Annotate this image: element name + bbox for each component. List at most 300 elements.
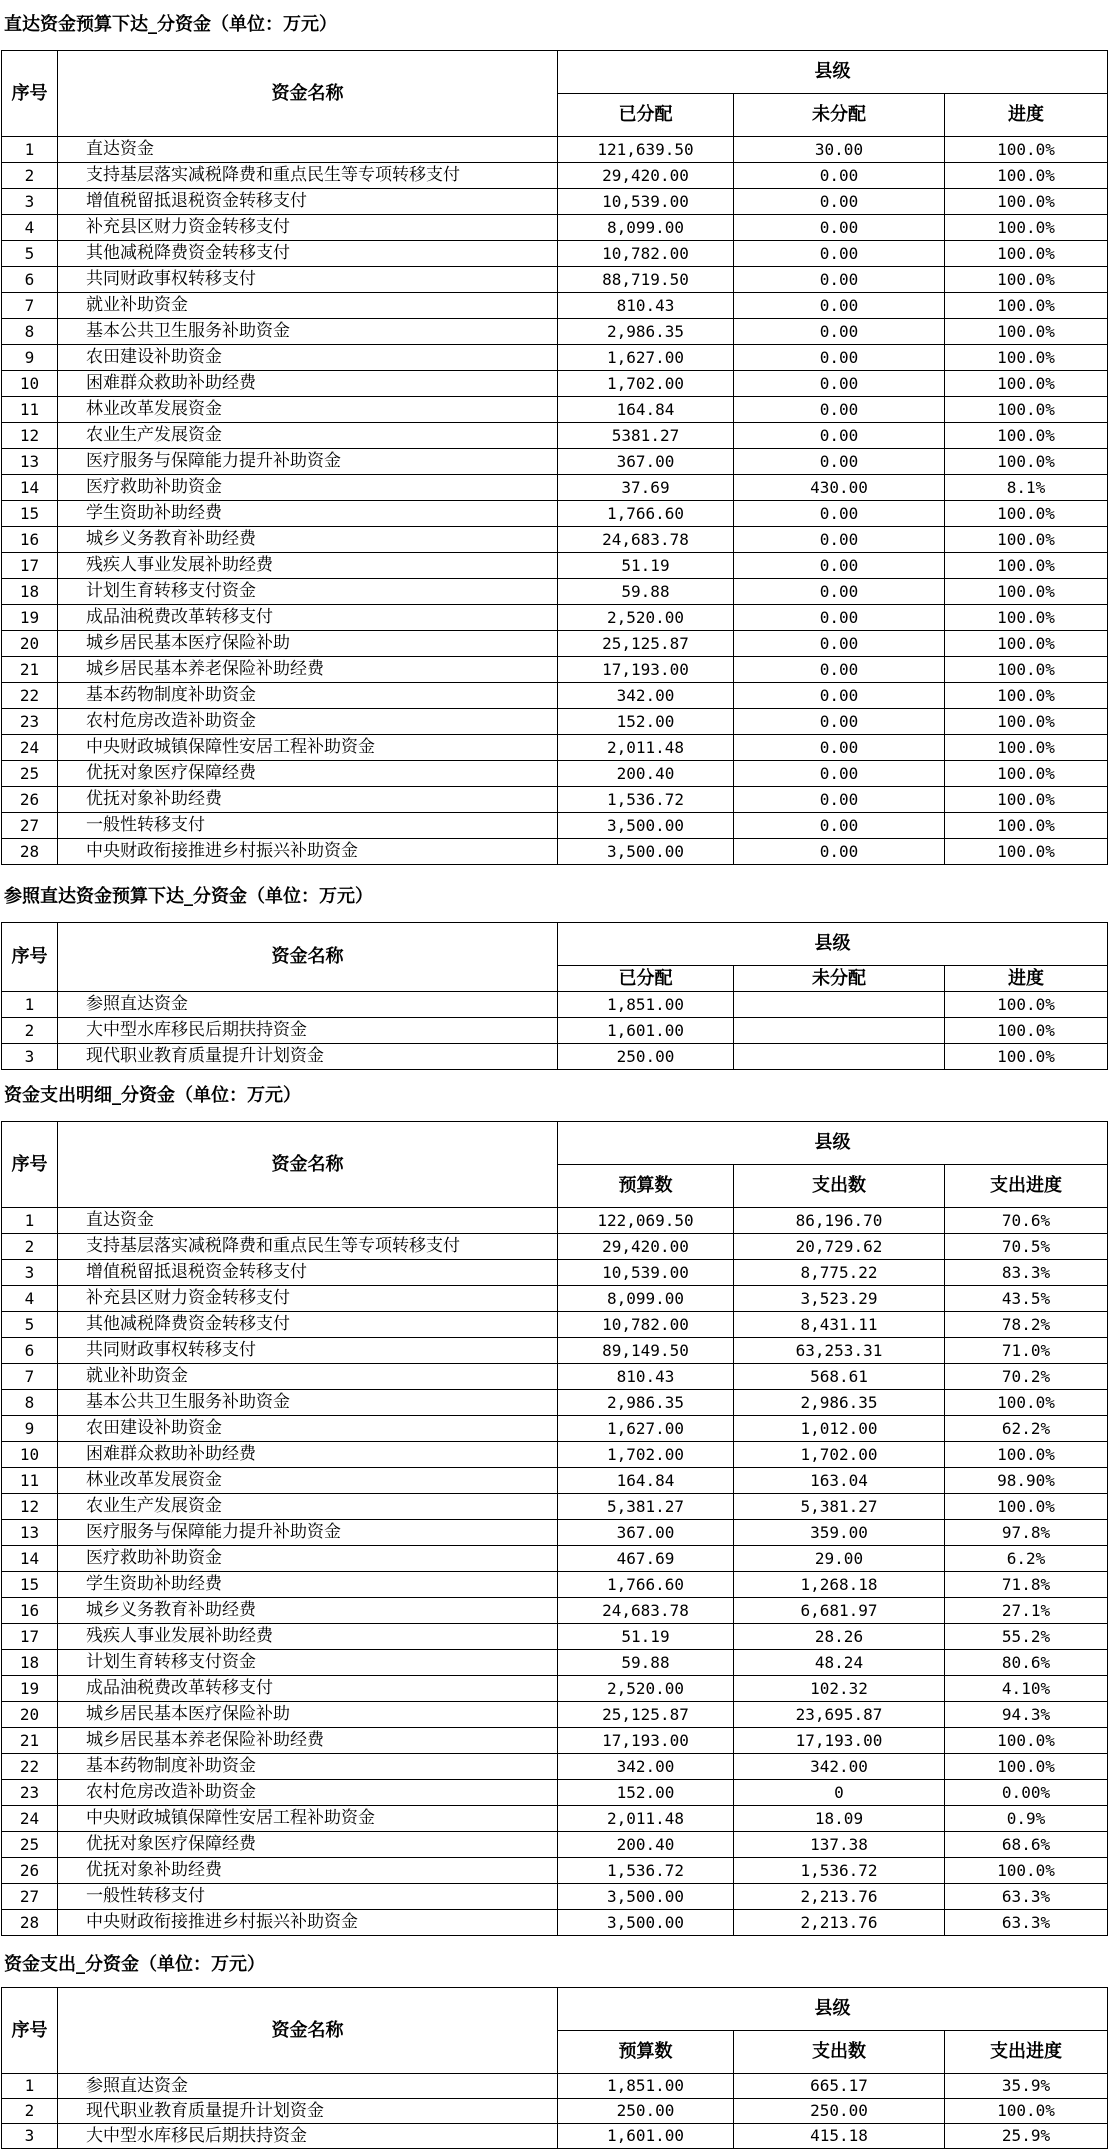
row-col-2: 0.00 <box>734 735 945 761</box>
row-col-1: 200.40 <box>558 761 734 787</box>
row-col-1: 10,539.00 <box>558 189 734 215</box>
row-col-1: 24,683.78 <box>558 1598 734 1624</box>
table-row <box>2 2074 1108 2099</box>
row-fund-name: 农业生产发展资金 <box>58 1494 558 1520</box>
table-row <box>2 839 1108 865</box>
row-col-1: 1,627.00 <box>558 1416 734 1442</box>
table-row <box>2 1312 1108 1338</box>
row-col-2: 0.00 <box>734 163 945 189</box>
row-col-1: 1,601.00 <box>558 2124 734 2149</box>
table-row <box>2 992 1108 1018</box>
row-seq: 19 <box>2 1676 58 1702</box>
header-seq: 序号 <box>2 51 58 137</box>
table-row <box>2 1650 1108 1676</box>
table-row <box>2 2124 1108 2149</box>
table-row <box>2 2099 1108 2124</box>
row-seq: 1 <box>2 992 58 1018</box>
row-col-1: 367.00 <box>558 449 734 475</box>
row-fund-name: 基本药物制度补助资金 <box>58 683 558 709</box>
row-seq: 17 <box>2 553 58 579</box>
table-row <box>2 423 1108 449</box>
row-seq: 13 <box>2 449 58 475</box>
table-row <box>2 449 1108 475</box>
row-seq: 5 <box>2 241 58 267</box>
row-seq: 27 <box>2 1884 58 1910</box>
row-col-3: 100.0% <box>945 267 1108 293</box>
header-county-level: 县级 <box>558 51 1108 94</box>
row-col-3: 55.2% <box>945 1624 1108 1650</box>
row-col-2: 8,431.11 <box>734 1312 945 1338</box>
row-fund-name: 现代职业教育质量提升计划资金 <box>58 2099 558 2124</box>
row-col-1: 3,500.00 <box>558 839 734 865</box>
row-seq: 3 <box>2 1260 58 1286</box>
row-col-1: 51.19 <box>558 553 734 579</box>
row-col-2: 665.17 <box>734 2074 945 2099</box>
row-col-1: 10,782.00 <box>558 241 734 267</box>
row-col-3: 100.0% <box>945 2099 1108 2124</box>
row-col-3: 100.0% <box>945 189 1108 215</box>
table-reference-funds-budget <box>1 922 1108 1070</box>
row-col-1: 5381.27 <box>558 423 734 449</box>
row-fund-name: 增值税留抵退税资金转移支付 <box>58 1260 558 1286</box>
table-row <box>2 1598 1108 1624</box>
header-col-1: 预算数 <box>558 1165 734 1208</box>
row-col-2: 2,213.76 <box>734 1910 945 1936</box>
row-fund-name: 困难群众救助补助经费 <box>58 1442 558 1468</box>
row-col-3: 100.0% <box>945 631 1108 657</box>
row-col-2: 8,775.22 <box>734 1260 945 1286</box>
row-col-2: 5,381.27 <box>734 1494 945 1520</box>
table-row <box>2 1520 1108 1546</box>
row-col-1: 342.00 <box>558 1754 734 1780</box>
row-seq: 6 <box>2 267 58 293</box>
row-seq: 26 <box>2 1858 58 1884</box>
row-fund-name: 城乡居民基本医疗保险补助 <box>58 1702 558 1728</box>
row-col-1: 1,851.00 <box>558 992 734 1018</box>
row-fund-name: 计划生育转移支付资金 <box>58 579 558 605</box>
row-col-2: 17,193.00 <box>734 1728 945 1754</box>
row-col-2: 2,213.76 <box>734 1884 945 1910</box>
row-col-1: 1,536.72 <box>558 787 734 813</box>
row-col-3: 100.0% <box>945 553 1108 579</box>
row-col-1: 24,683.78 <box>558 527 734 553</box>
header-seq: 序号 <box>2 1988 58 2074</box>
table-row <box>2 1806 1108 1832</box>
row-fund-name: 参照直达资金 <box>58 2074 558 2099</box>
row-col-3: 94.3% <box>945 1702 1108 1728</box>
table-row <box>2 1546 1108 1572</box>
row-col-3: 100.0% <box>945 137 1108 163</box>
row-seq: 17 <box>2 1624 58 1650</box>
row-fund-name: 林业改革发展资金 <box>58 1468 558 1494</box>
table-row <box>2 1910 1108 1936</box>
row-col-2: 0.00 <box>734 501 945 527</box>
row-col-3: 63.3% <box>945 1884 1108 1910</box>
table-row <box>2 163 1108 189</box>
table-fund-expenditure-detail <box>1 1121 1108 1936</box>
row-seq: 1 <box>2 137 58 163</box>
header-county-level: 县级 <box>558 1122 1108 1165</box>
row-col-3: 63.3% <box>945 1910 1108 1936</box>
row-col-1: 25,125.87 <box>558 1702 734 1728</box>
row-col-1: 250.00 <box>558 1044 734 1070</box>
table-row <box>2 1442 1108 1468</box>
row-seq: 2 <box>2 2099 58 2124</box>
row-col-1: 1,702.00 <box>558 371 734 397</box>
table-row <box>2 1728 1108 1754</box>
row-seq: 22 <box>2 683 58 709</box>
row-col-2: 0.00 <box>734 709 945 735</box>
row-seq: 23 <box>2 1780 58 1806</box>
row-col-3: 100.0% <box>945 397 1108 423</box>
header-col-3: 支出进度 <box>945 1165 1108 1208</box>
row-col-1: 2,520.00 <box>558 605 734 631</box>
row-col-3: 100.0% <box>945 1018 1108 1044</box>
row-col-2: 102.32 <box>734 1676 945 1702</box>
row-fund-name: 基本公共卫生服务补助资金 <box>58 319 558 345</box>
row-seq: 8 <box>2 319 58 345</box>
row-col-3: 100.0% <box>945 1044 1108 1070</box>
row-seq: 3 <box>2 2124 58 2149</box>
row-fund-name: 医疗服务与保障能力提升补助资金 <box>58 1520 558 1546</box>
row-fund-name: 优抚对象补助经费 <box>58 787 558 813</box>
row-col-2: 0.00 <box>734 657 945 683</box>
row-col-1: 29,420.00 <box>558 1234 734 1260</box>
row-col-2: 342.00 <box>734 1754 945 1780</box>
row-col-3: 100.0% <box>945 1442 1108 1468</box>
header-col-3: 进度 <box>945 966 1108 992</box>
row-fund-name: 城乡居民基本养老保险补助经费 <box>58 657 558 683</box>
row-col-3: 100.0% <box>945 241 1108 267</box>
row-col-3: 25.9% <box>945 2124 1108 2149</box>
row-col-1: 121,639.50 <box>558 137 734 163</box>
header-col-1: 已分配 <box>558 966 734 992</box>
row-fund-name: 农田建设补助资金 <box>58 345 558 371</box>
row-fund-name: 直达资金 <box>58 1208 558 1234</box>
row-col-3: 43.5% <box>945 1286 1108 1312</box>
row-col-3: 100.0% <box>945 735 1108 761</box>
row-seq: 22 <box>2 1754 58 1780</box>
row-col-1: 10,782.00 <box>558 1312 734 1338</box>
row-seq: 20 <box>2 1702 58 1728</box>
row-seq: 16 <box>2 1598 58 1624</box>
row-col-3: 70.2% <box>945 1364 1108 1390</box>
row-col-2: 29.00 <box>734 1546 945 1572</box>
table-row <box>2 1676 1108 1702</box>
row-col-3: 100.0% <box>945 709 1108 735</box>
row-seq: 1 <box>2 2074 58 2099</box>
table-row <box>2 137 1108 163</box>
row-fund-name: 其他减税降费资金转移支付 <box>58 241 558 267</box>
row-col-2: 0.00 <box>734 371 945 397</box>
row-fund-name: 城乡义务教育补助经费 <box>58 1598 558 1624</box>
row-fund-name: 基本公共卫生服务补助资金 <box>58 1390 558 1416</box>
row-fund-name: 现代职业教育质量提升计划资金 <box>58 1044 558 1070</box>
header-seq: 序号 <box>2 923 58 992</box>
row-seq: 12 <box>2 1494 58 1520</box>
row-seq: 25 <box>2 761 58 787</box>
row-col-3: 83.3% <box>945 1260 1108 1286</box>
row-seq: 18 <box>2 1650 58 1676</box>
row-col-2: 0.00 <box>734 345 945 371</box>
table-row <box>2 1858 1108 1884</box>
row-seq: 4 <box>2 1286 58 1312</box>
table-row <box>2 1468 1108 1494</box>
row-col-2: 0.00 <box>734 189 945 215</box>
row-col-2: 0.00 <box>734 631 945 657</box>
table-row <box>2 1572 1108 1598</box>
row-col-1: 1,601.00 <box>558 1018 734 1044</box>
table-row <box>2 371 1108 397</box>
row-col-2: 0.00 <box>734 215 945 241</box>
row-seq: 7 <box>2 293 58 319</box>
row-fund-name: 城乡居民基本医疗保险补助 <box>58 631 558 657</box>
section-title: 资金支出_分资金（单位：万元） <box>4 1954 265 1975</box>
table-row <box>2 1416 1108 1442</box>
row-col-3: 98.90% <box>945 1468 1108 1494</box>
row-fund-name: 大中型水库移民后期扶持资金 <box>58 2124 558 2149</box>
row-col-3: 100.0% <box>945 293 1108 319</box>
row-fund-name: 基本药物制度补助资金 <box>58 1754 558 1780</box>
table-row <box>2 553 1108 579</box>
row-col-3: 100.0% <box>945 423 1108 449</box>
row-col-2: 0.00 <box>734 579 945 605</box>
row-fund-name: 一般性转移支付 <box>58 1884 558 1910</box>
table-row <box>2 1494 1108 1520</box>
row-seq: 5 <box>2 1312 58 1338</box>
row-seq: 3 <box>2 189 58 215</box>
row-fund-name: 优抚对象医疗保障经费 <box>58 761 558 787</box>
row-col-2 <box>734 1044 945 1070</box>
row-col-1: 1,766.60 <box>558 1572 734 1598</box>
row-col-3: 62.2% <box>945 1416 1108 1442</box>
row-col-2: 0.00 <box>734 553 945 579</box>
table-row <box>2 735 1108 761</box>
row-col-2: 163.04 <box>734 1468 945 1494</box>
row-seq: 6 <box>2 1338 58 1364</box>
row-col-3: 100.0% <box>945 319 1108 345</box>
row-col-2: 1,702.00 <box>734 1442 945 1468</box>
row-col-3: 100.0% <box>945 787 1108 813</box>
row-col-1: 88,719.50 <box>558 267 734 293</box>
section-title: 资金支出明细_分资金（单位：万元） <box>4 1085 301 1106</box>
table-row <box>2 1702 1108 1728</box>
table-row <box>2 293 1108 319</box>
table-row <box>2 605 1108 631</box>
row-fund-name: 中央财政衔接推进乡村振兴补助资金 <box>58 839 558 865</box>
row-fund-name: 支持基层落实减税降费和重点民生等专项转移支付 <box>58 163 558 189</box>
row-fund-name: 学生资助补助经费 <box>58 501 558 527</box>
table-row <box>2 787 1108 813</box>
row-col-1: 200.40 <box>558 1832 734 1858</box>
row-seq: 13 <box>2 1520 58 1546</box>
row-col-2: 137.38 <box>734 1832 945 1858</box>
row-seq: 7 <box>2 1364 58 1390</box>
row-seq: 14 <box>2 1546 58 1572</box>
table-row <box>2 1338 1108 1364</box>
row-col-3: 78.2% <box>945 1312 1108 1338</box>
header-fund-name: 资金名称 <box>58 923 558 992</box>
table-row <box>2 579 1108 605</box>
row-col-3: 4.10% <box>945 1676 1108 1702</box>
row-col-2: 0.00 <box>734 527 945 553</box>
row-col-2: 0.00 <box>734 683 945 709</box>
row-seq: 28 <box>2 1910 58 1936</box>
row-col-1: 467.69 <box>558 1546 734 1572</box>
row-fund-name: 城乡居民基本养老保险补助经费 <box>58 1728 558 1754</box>
row-fund-name: 直达资金 <box>58 137 558 163</box>
row-fund-name: 医疗救助补助资金 <box>58 1546 558 1572</box>
row-seq: 4 <box>2 215 58 241</box>
table-row <box>2 1390 1108 1416</box>
row-seq: 27 <box>2 813 58 839</box>
row-col-1: 250.00 <box>558 2099 734 2124</box>
row-col-2: 0.00 <box>734 267 945 293</box>
row-col-2: 0.00 <box>734 605 945 631</box>
row-fund-name: 成品油税费改革转移支付 <box>58 605 558 631</box>
row-col-3: 71.0% <box>945 1338 1108 1364</box>
row-col-1: 2,986.35 <box>558 1390 734 1416</box>
header-col-2: 支出数 <box>734 1165 945 1208</box>
row-col-1: 1,702.00 <box>558 1442 734 1468</box>
table-row <box>2 1286 1108 1312</box>
row-col-1: 25,125.87 <box>558 631 734 657</box>
table-row <box>2 1754 1108 1780</box>
row-fund-name: 困难群众救助补助经费 <box>58 371 558 397</box>
row-col-1: 2,011.48 <box>558 1806 734 1832</box>
row-col-1: 17,193.00 <box>558 1728 734 1754</box>
header-fund-name: 资金名称 <box>58 51 558 137</box>
row-col-2: 0.00 <box>734 839 945 865</box>
table-row <box>2 1884 1108 1910</box>
table-direct-funds-budget <box>1 50 1108 865</box>
row-col-2: 30.00 <box>734 137 945 163</box>
row-col-2: 1,268.18 <box>734 1572 945 1598</box>
row-fund-name: 支持基层落实减税降费和重点民生等专项转移支付 <box>58 1234 558 1260</box>
row-col-1: 2,011.48 <box>558 735 734 761</box>
row-fund-name: 补充县区财力资金转移支付 <box>58 1286 558 1312</box>
row-col-2: 20,729.62 <box>734 1234 945 1260</box>
row-col-1: 59.88 <box>558 579 734 605</box>
table-row <box>2 1260 1108 1286</box>
row-fund-name: 大中型水库移民后期扶持资金 <box>58 1018 558 1044</box>
header-col-1: 已分配 <box>558 94 734 137</box>
table-row <box>2 267 1108 293</box>
row-fund-name: 就业补助资金 <box>58 1364 558 1390</box>
row-col-3: 71.8% <box>945 1572 1108 1598</box>
row-fund-name: 残疾人事业发展补助经费 <box>58 553 558 579</box>
row-col-3: 100.0% <box>945 992 1108 1018</box>
row-col-3: 35.9% <box>945 2074 1108 2099</box>
row-col-1: 8,099.00 <box>558 1286 734 1312</box>
row-fund-name: 林业改革发展资金 <box>58 397 558 423</box>
row-col-3: 68.6% <box>945 1832 1108 1858</box>
row-seq: 8 <box>2 1390 58 1416</box>
row-col-3: 100.0% <box>945 761 1108 787</box>
row-fund-name: 中央财政城镇保障性安居工程补助资金 <box>58 735 558 761</box>
row-col-3: 100.0% <box>945 163 1108 189</box>
row-col-3: 0.00% <box>945 1780 1108 1806</box>
row-fund-name: 中央财政衔接推进乡村振兴补助资金 <box>58 1910 558 1936</box>
row-fund-name: 补充县区财力资金转移支付 <box>58 215 558 241</box>
row-col-3: 100.0% <box>945 345 1108 371</box>
header-fund-name: 资金名称 <box>58 1988 558 2074</box>
row-seq: 21 <box>2 1728 58 1754</box>
row-fund-name: 其他减税降费资金转移支付 <box>58 1312 558 1338</box>
row-col-1: 164.84 <box>558 1468 734 1494</box>
row-col-2: 63,253.31 <box>734 1338 945 1364</box>
row-seq: 16 <box>2 527 58 553</box>
row-col-2: 1,536.72 <box>734 1858 945 1884</box>
row-seq: 20 <box>2 631 58 657</box>
row-col-3: 100.0% <box>945 527 1108 553</box>
row-fund-name: 增值税留抵退税资金转移支付 <box>58 189 558 215</box>
row-fund-name: 成品油税费改革转移支付 <box>58 1676 558 1702</box>
row-col-2: 18.09 <box>734 1806 945 1832</box>
row-col-2: 0.00 <box>734 813 945 839</box>
row-seq: 28 <box>2 839 58 865</box>
table-row <box>2 1780 1108 1806</box>
table-row <box>2 1018 1108 1044</box>
row-fund-name: 中央财政城镇保障性安居工程补助资金 <box>58 1806 558 1832</box>
row-col-3: 8.1% <box>945 475 1108 501</box>
table-row <box>2 1208 1108 1234</box>
table-row <box>2 1832 1108 1858</box>
table-row <box>2 215 1108 241</box>
row-seq: 2 <box>2 1018 58 1044</box>
row-fund-name: 学生资助补助经费 <box>58 1572 558 1598</box>
row-fund-name: 农田建设补助资金 <box>58 1416 558 1442</box>
row-col-3: 100.0% <box>945 1494 1108 1520</box>
row-col-3: 100.0% <box>945 501 1108 527</box>
row-seq: 10 <box>2 1442 58 1468</box>
row-seq: 1 <box>2 1208 58 1234</box>
header-fund-name: 资金名称 <box>58 1122 558 1208</box>
row-col-1: 367.00 <box>558 1520 734 1546</box>
row-seq: 21 <box>2 657 58 683</box>
row-fund-name: 农村危房改造补助资金 <box>58 1780 558 1806</box>
row-col-1: 152.00 <box>558 709 734 735</box>
row-col-2: 86,196.70 <box>734 1208 945 1234</box>
row-col-2: 430.00 <box>734 475 945 501</box>
table-row <box>2 631 1108 657</box>
row-col-2: 568.61 <box>734 1364 945 1390</box>
row-col-3: 100.0% <box>945 839 1108 865</box>
header-col-2: 支出数 <box>734 2031 945 2074</box>
row-col-3: 97.8% <box>945 1520 1108 1546</box>
row-col-1: 37.69 <box>558 475 734 501</box>
row-col-2: 0.00 <box>734 319 945 345</box>
row-col-2: 0.00 <box>734 397 945 423</box>
row-col-3: 27.1% <box>945 1598 1108 1624</box>
table-row <box>2 1234 1108 1260</box>
row-seq: 2 <box>2 1234 58 1260</box>
row-seq: 9 <box>2 1416 58 1442</box>
row-col-2: 2,986.35 <box>734 1390 945 1416</box>
row-col-1: 810.43 <box>558 293 734 319</box>
row-col-1: 122,069.50 <box>558 1208 734 1234</box>
row-col-2: 0.00 <box>734 241 945 267</box>
table-row <box>2 657 1108 683</box>
row-col-2 <box>734 992 945 1018</box>
row-seq: 15 <box>2 1572 58 1598</box>
row-col-2 <box>734 1018 945 1044</box>
row-col-1: 89,149.50 <box>558 1338 734 1364</box>
row-col-2: 415.18 <box>734 2124 945 2149</box>
row-col-1: 59.88 <box>558 1650 734 1676</box>
header-col-3: 进度 <box>945 94 1108 137</box>
row-fund-name: 残疾人事业发展补助经费 <box>58 1624 558 1650</box>
